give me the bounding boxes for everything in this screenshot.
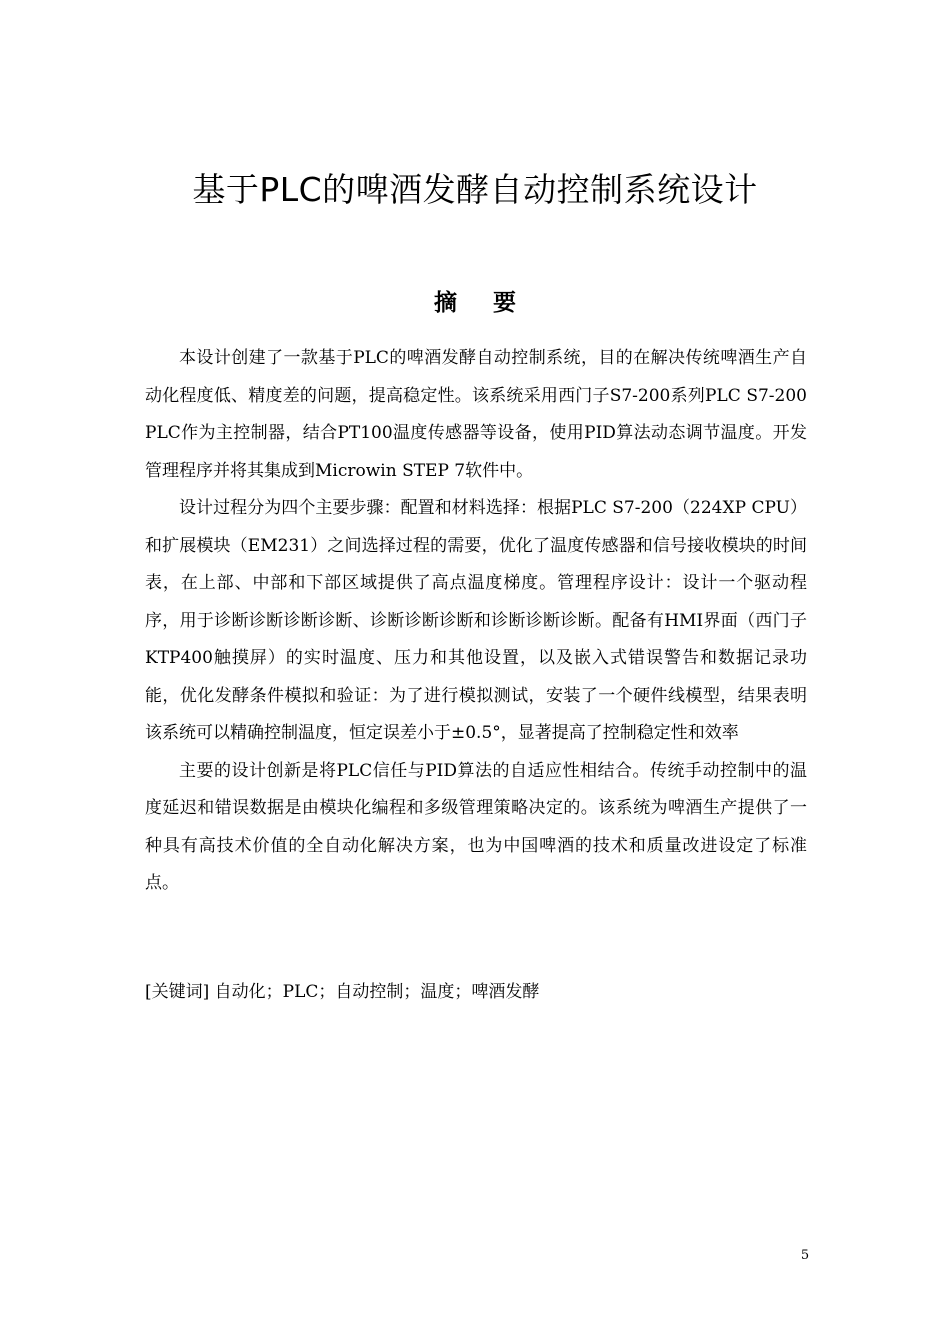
abstract-heading: 摘要 (434, 290, 552, 316)
keywords-line: [关键词] 自动化；PLC；自动控制；温度；啤酒发酵 (145, 982, 540, 1002)
abstract-paragraph: 设计过程分为四个主要步骤：配置和材料选择：根据PLC S7-200（224XP CPU）和扩展模块（EM231）之间选择过程的需要，优化了温度传感器和信号接收模块的时间表，在上部、中部和下部区域提供了高点温度梯度。管理程序设计：设计一个驱动程序，用于诊断诊断诊断诊断、诊断诊断诊断和诊断诊断诊断。配备有HMI界面（西门子KTP400触摸屏）的实时温度、压力和其他设置，以及嵌入式错误警告和数据记录功能，优化发酵条件模拟和验证：为了进行模拟测试，安装了一个硬件线模型，结果表明该系统可以精确控制温度，恒定误差小于±0.5°，显著提高了控制稳定性和效率 (145, 498, 807, 743)
page-title: 基于PLC的啤酒发酵自动控制系统设计 (192, 170, 758, 209)
abstract-paragraph: 主要的设计创新是将PLC信任与PID算法的自适应性相结合。传统手动控制中的温度延迟和错误数据是由模块化编程和多级管理策略决定的。该系统为啤酒生产提供了一种具有高技术价值的全自动化解决方案，也为中国啤酒的技术和质量改进设定了标准点。 (145, 760, 807, 893)
abstract-paragraph: 本设计创建了一款基于PLC的啤酒发酵自动控制系统，目的在解决传统啤酒生产自动化程度低、精度差的问题，提高稳定性。该系统采用西门子S7-200系列PLC S7-200 PLC作为主控制器，结合PT100温度传感器等设备，使用PID算法动态调节温度。开发管理程序并将其集成到Microwin STEP 7软件中。 (145, 348, 807, 481)
page-number: 5 (800, 1248, 810, 1263)
abstract-body (145, 340, 807, 903)
